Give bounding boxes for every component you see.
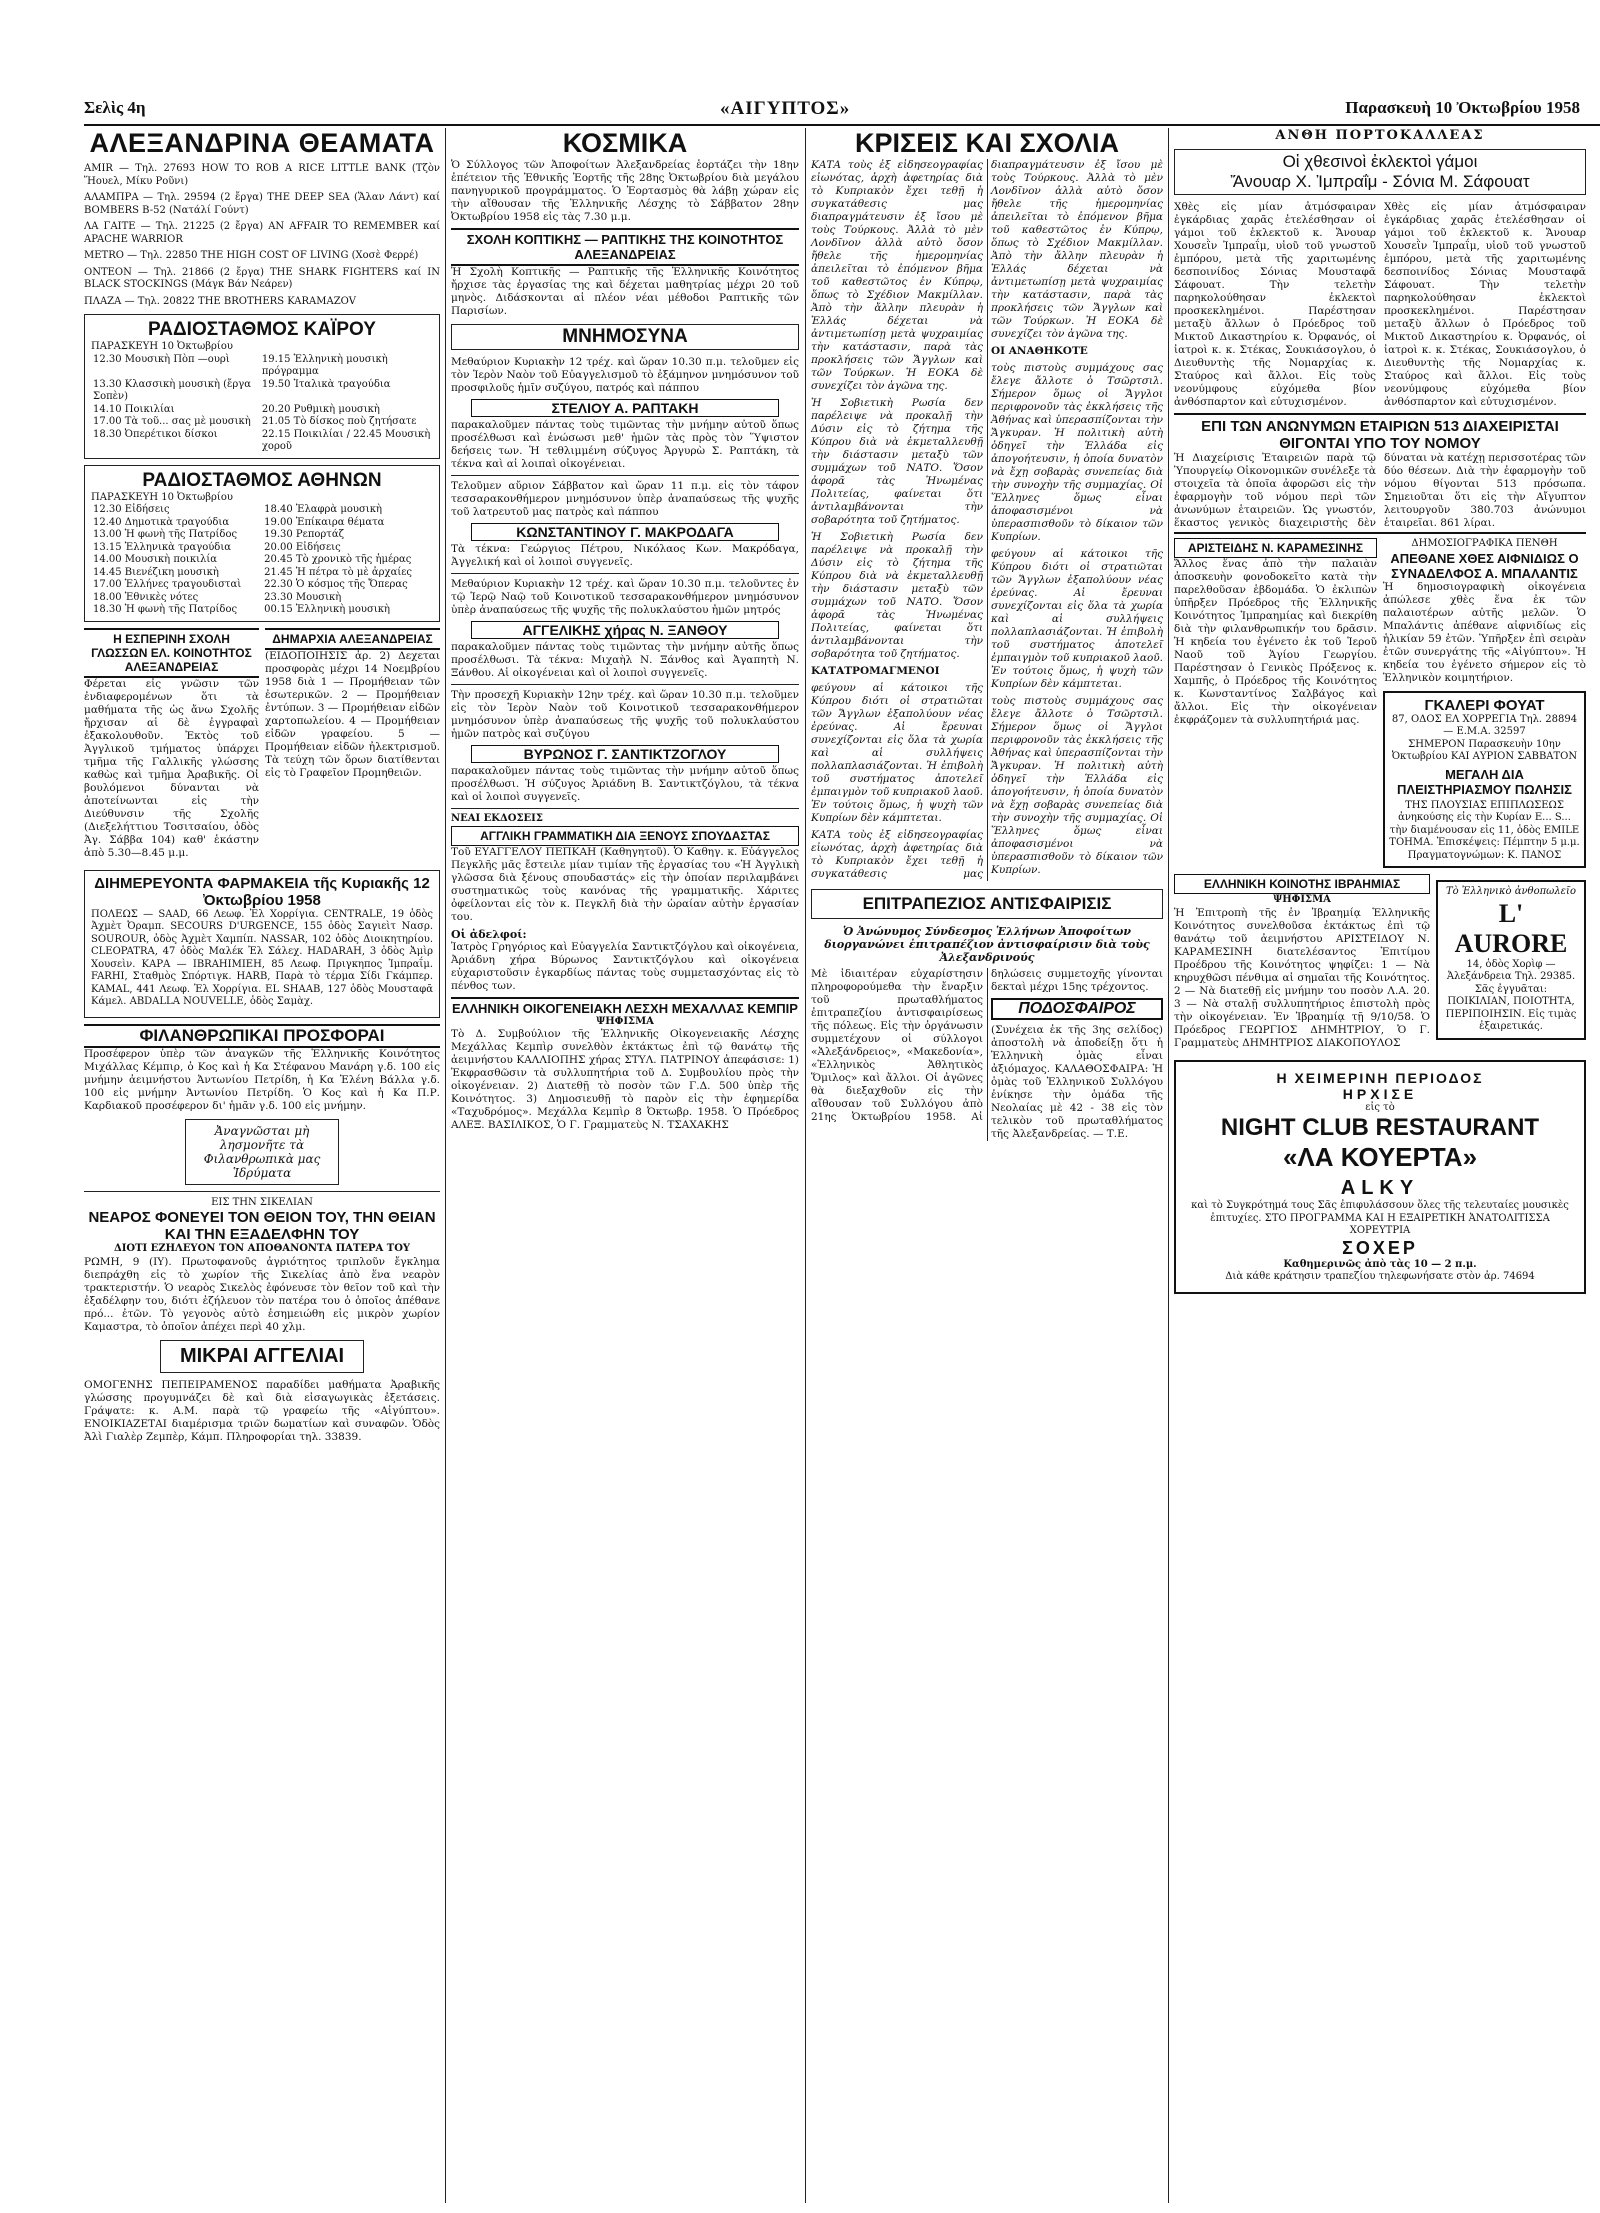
schedule-cell: 12.30 Μουσικὴ Πὸπ —ουρὶ (93, 353, 230, 365)
municipal-heading: ΔΗΜΑΡΧΙΑ ΑΛΕΞΑΝΔΡΕΙΑΣ (265, 628, 440, 650)
ibrahimia-aurore-row (1174, 874, 1586, 1054)
anonymous-companies-body (1174, 452, 1586, 532)
ibrahimia-subheading: ΨΗΦΙΣΜΑ (1273, 894, 1331, 905)
charity-reminder: Ἀναγνῶσται μὴ λησμονῆτε τὰ Φιλανθρωπικὰ μας Ἱδρύματα (185, 1119, 339, 1185)
gallery-fouad-text: ΤΗΣ ΠΛΟΥΣΙΑΣ ΕΠΙΠΛΩΣΕΩΣ ἀνηκούσης εἰς τὴν Κυρίαν Ε... S... τὴν διαμένουσαν εἰς 11, ὁδὸς EMILE TOHMA. Ἐπισκέψεις: Πέμπτην 5 μ.μ. Πραγματογνώμων: Κ. ΠΑΝΟΣ (1389, 799, 1580, 861)
wedding-text: Χθὲς εἰς μίαν ἀτμόσφαιραν ἐγκάρδιας χαρᾶς ἐτελέσθησαν οἱ γάμοι τοῦ ἐκλεκτοῦ κ. Ἄνουαρ Χουσεῒν Ἰμπραΐμ, υἱοῦ τοῦ γνωστοῦ ἐμπόρου, μετὰ τῆς χαριτωμένης δεσποινίδος Σόνιας Μουσταφᾶ Σάφουατ. Τὴν τελετὴν παρηκολούθησαν ἐκλεκτοὶ προσκεκλημένοι. Παρέστησαν μεταξὺ ἄλλων ὁ Πρόεδρος τοῦ Μικτοῦ Δικαστηρίου κ. Ὀρφανός, οἱ ἰατροὶ κ. κ. Στέκας, Σουκιάσογλου, ὁ Διευθυντὴς τῆς Νομαρχίας κ. Σταύρος καὶ ἄλλοι. Εἰς τοὺς νεονύμφους εὐχόμεθα βίον ἀνθόσπαρτον καὶ εὐτυχισμένον. (1384, 201, 1586, 408)
classifieds-box (160, 1340, 364, 1373)
memorials-heading: ΜΝΗΜΟΣΥΝΑ (562, 326, 688, 347)
press-mourning-label: ΔΗΜΟΣΙΟΓΡΑΦΙΚΑ ΠΕΝΘΗ (1411, 538, 1558, 549)
schedule-cell: 18.40 Ἐλαφρὰ μουσικὴ (264, 504, 382, 515)
memorial-outro: Τὰ τέκνα: Γεώργιος Πέτρου, Νικόλαος Κων. Μακρόδαγα, Ἀγγελική καὶ οἱ λοιποὶ συγγενεῖς. (451, 543, 799, 568)
publications-heading: ΑΓΓΛΙΚΗ ΓΡΑΜΜΑΤΙΚΗ ΔΙΑ ΞΕΝΟΥΣ ΣΠΟΥΔΑΣΤΑΣ (451, 826, 799, 846)
schedule-cell: 14.10 Ποικιλίαι (93, 403, 175, 415)
memorial-name: ΚΩΝΣΤΑΝΤΙΝΟΥ Γ. ΜΑΚΡΟΔΑΓΑ (471, 523, 779, 541)
wedding-names: Ἄνουαρ Χ. Ἰμπραΐμ - Σόνια Μ. Σάφουατ (1230, 172, 1530, 191)
aurore-ad (1436, 874, 1586, 1054)
masthead-rule (84, 124, 1600, 126)
social-text: Ὁ Σύλλογος τῶν Ἀποφοίτων Ἀλεξανδρείας ἑορτάζει τὴν 18ην ἐπέτειον τῆς Ἐθνικῆς Ἑορτῆς τῆς 28ης Ὀκτωβρίου διὰ μεγάλου πανηγυρικοῦ προγράμματος. Ὁ Ἑορτασμὸς θὰ λάβῃ χώραν εἰς τὴν αἴθουσαν τῆς Ἑλληνικῆς Λέσχης τὸ Σάββατον 28ην Ὀκτωβρίου 1958 εἰς τὰς 7.30 μ.μ. (451, 159, 799, 223)
memorial-intro: Μεθαύριον Κυριακὴν 12 τρέχ. καὶ ὥραν 10.30 π.μ. τελοῦντες ἐν τῷ Ἱερῷ Ναῷ τοῦ Κοινοτικοῦ τεσσαρακονθήμερον μνημόσυνον ὑπὲρ ἀναπαύσεως τῆς ψυχῆς τῆς πολυκλαύστου ἡμῶν μητρός (451, 578, 799, 616)
pharmacies-heading: ΔΙΗΜΕΡΕΥΟΝΤΑ ΦΑΡΜΑΚΕΙΑ τῆς Κυριακῆς 12 Ὀκτωβρίου 1958 (94, 874, 430, 909)
club-heading: ΕΛΛΗΝΙΚΗ ΟΙΚΟΓΕΝΕΙΑΚΗ ΛΕΣΧΗ ΜΕΧΑΛΛΑΣ ΚΕΜΠΙΡ (451, 997, 799, 1016)
theatre-listing: ΛΑ ΓΑΙΤΕ — Τηλ. 21225 (2 ἔργα) AN AFFAIR TO REMEMBER καί APACHE WARRIOR (84, 221, 440, 245)
column-3 (811, 128, 1163, 1141)
ibrahimia-heading: ΕΛΛΗΝΙΚΗ ΚΟΙΝΟΤΗΣ ΙΒΡΑΗΜΙΑΣ (1174, 874, 1430, 894)
ibrahimia-community (1174, 874, 1430, 1054)
thanks-text: Ἰατρὸς Γρηγόριος καὶ Εὐαγγελία Σαντικτζόγλου καὶ οἰκογένεια, Ἀριάδνη χήρα Βύρωνος Σαντικτζόγλου καὶ οἰκογένεια εὐχαριστοῦσιν ἐγκαρδίως πάντας τοὺς συμμετασχόντας εἰς τὸ πένθος των. (451, 940, 799, 992)
anonymous-companies-text: Ἡ Διαχείρισις Ἐταιρειῶν παρὰ τῷ Ὑπουργείῳ Οἰκονομικῶν συνέλεξε τὰ στοιχεῖα τὰ ὁποῖα ἀφορῶσι εἰς τὴν ἐφαρμογὴν τοῦ νόμου περὶ τῶν ἀνωνύμων ἑταιρειῶν. Ὡς γνωστόν, ἕκαστος γενικὸς διαχειριστὴς δὲν δύναται νὰ κατέχῃ περισσοτέρας τῶν δύο θέσεων. Διὰ τὴν ἐφαρμογὴν τοῦ νόμου θίγονται 513 πρόσωπα. Σημειοῦται ὅτι εἰς τὴν Αἴγυπτον λειτουργοῦν 380.703 ἀνώνυμοι ἑταιρεῖαι. 861 λίραι. (1174, 452, 1587, 529)
commentary-subhead: ΚΑΤΑΤΡΟΜΑΓΜΕΝΟΙ (811, 665, 940, 677)
memorial-outro: παρακαλοῦμεν πάντας τοὺς τιμῶντας τὴν μνήμην αὐτοῦ ὅπως προσέλθωσι καὶ ἑνώσωσι μεθ' ἡμῶν τὰς πρὸς τὸν Ὕψιστον δεήσεις των. Ἡ τεθλιμμένη σύζυγος Ἀργυρὼ Σ. Ραπτάκη, τὰ τέκνα καὶ αἱ λοιπαὶ οἰκογένειαι. (451, 419, 799, 470)
schedule-cell: 23.30 Μουσικὴ (264, 591, 342, 603)
commentary-text: φεύγουν αἱ κάτοικοι τῆς Κύπρου διότι οἱ στρατιῶται τῶν Ἄγγλων ἐξαπολύουν νέας ἐρεύνας. Αἱ ἔρευναι συνεχίζονται εἰς ὅλα τὰ χωρία καὶ αἱ συλλήψεις πολλαπλασιάζονται. Ἡ ἐπιβολὴ τοῦ συστήματος ἀποτελεῖ ἐμπαιγμὸν τοῦ κυπριακοῦ λαοῦ. Ἐν τούτοις ὅμως, ἡ ψυχὴ τῶν Κυπρίων δὲν κάμπτεται. (991, 548, 1163, 690)
schedule-row (91, 554, 433, 567)
schedule-row (91, 517, 433, 530)
memorial-intro: Τὴν προσεχῆ Κυριακὴν 12ην τρέχ. καὶ ὥραν 10.30 π.μ. τελοῦμεν εἰς τὸν Ἱερὸν Ναὸν τοῦ Κοινοτικοῦ τεσσαρακονθήμερον μνημόσυνον ὑπὲρ ἀναπαύσεως τῆς ψυχῆς τοῦ πολυκλαύστου ἡμῶν πατρὸς καὶ συζύγου (451, 689, 799, 740)
masthead (0, 98, 1600, 122)
memorials-heading-box (451, 324, 799, 350)
schedule-cell: 13.15 Ἑλληνικὰ τραγούδια (93, 541, 232, 553)
theatre-listing: METRO — Τηλ. 22850 THE HIGH COST OF LIVING (Χοσὲ Φερρέ) (84, 250, 419, 261)
wedding-heading-box (1174, 149, 1586, 195)
theatre-listing: AMIR — Τηλ. 27693 HOW TO ROB A RICE LITTLE BANK (Τζὸν Ἥουελ, Μίκυ Ροῦνι) (84, 163, 440, 187)
gallery-fouad-dates: ΣΗΜΕΡΟΝ Παρασκευὴν 10ην Ὀκτωβρίου ΚΑΙ ΑΥΡΙΟΝ ΣΑΒΒΑΤΟΝ (1391, 738, 1578, 762)
night-club-phone: Διὰ κάθε κράτησιν τραπεζίου τηλεφωνήσατε στὸν ἀρ. 74694 (1225, 1271, 1535, 1282)
schedule-row (91, 416, 433, 429)
balantis-obituary (1383, 538, 1586, 874)
memorial-name: ΒΥΡΩΝΟΣ Γ. ΣΑΝΤΙΚΤΖΟΓΛΟΥ (471, 745, 779, 763)
schedule-cell: 14.45 Βιενέζικη μουσικὴ (93, 566, 219, 578)
schedule-cell: 20.00 Εἰδήσεις (264, 541, 341, 553)
wedding-text: Χθὲς εἰς μίαν ἀτμόσφαιραν ἐγκάρδιας χαρᾶς ἐτελέσθησαν οἱ γάμοι τοῦ ἐκλεκτοῦ κ. Ἄνουαρ Χουσεῒν Ἰμπραΐμ, υἱοῦ τοῦ γνωστοῦ ἐμπόρου, μετὰ τῆς χαριτωμένης δεσποινίδος Σόνιας Μουσταφᾶ Σάφουατ. Τὴν τελετὴν παρηκολούθησαν ἐκλεκτοὶ προσκεκλημένοι. Παρέστησαν μεταξὺ ἄλλων ὁ Πρόεδρος τοῦ Μικτοῦ Δικαστηρίου κ. Ὀρφανός, οἱ ἰατροὶ κ. κ. Στέκας, Σουκιάσογλου, ὁ Διευθυντὴς τῆς Νομαρχίας κ. Σταύρος καὶ ἄλλοι. Εἰς τοὺς νεονύμφους εὐχόμεθα βίον ἀνθόσπαρτον καὶ εὐτυχισμένον. (1174, 201, 1376, 408)
memorial-outro: παρακαλοῦμεν πάντας τοὺς τιμῶντας τὴν μνήμην αὐτοῦ ὅπως προσέλθωσι. Ἡ σύζυγος Ἀριάδνη Β. Σαντικτζόγλου, τὰ τέκνα καὶ οἱ λοιποὶ συγγενεῖς. (451, 765, 799, 803)
schedule-row (91, 354, 433, 379)
schedule-row (91, 604, 433, 617)
radio-athens-schedule (91, 504, 433, 617)
schedule-row (91, 504, 433, 517)
memorial-outro: παρακαλοῦμεν πάντας τοὺς τιμῶντας τὴν μνήμην αὐτῆς ὅπως προσέλθωσι. Τὰ τέκνα: Μιχαὴλ Ν. Ξάνθος καὶ Ἀγαπητὴ Ν. Ξάνθου. Αἱ οἰκογένειαι καὶ οἱ λοιποὶ συγγενεῖς. (451, 641, 799, 679)
classifieds-heading: ΜΙΚΡΑΙ ΑΓΓΕΛΙΑΙ (179, 1344, 345, 1367)
schedule-cell: 19.30 Ρεπορτάζ (264, 529, 345, 540)
night-club-name: «ΛΑ ΚΟΥΕΡΤΑ» (1282, 1142, 1478, 1172)
table-tennis-heading: ΕΠΙΤΡΑΠΕΖΙΟΣ ΑΝΤΙΣΦΑΙΡΙΣΙΣ (862, 894, 1112, 913)
memorial-notice (451, 578, 799, 685)
column-divider (1168, 128, 1169, 2203)
column-2 (451, 128, 799, 1136)
radio-athens-heading: ΡΑΔΙΟΣΤΑΘΜΟΣ ΑΘΗΝΩΝ (142, 469, 382, 491)
school-text: Φέρεται εἰς γνῶσιν τῶν ἐνδιαφερομένων ὅτι τὰ μαθήματα τῆς ὡς ἄνω Σχολῆς ἤρχισαν αἱ δὲ ἐγγραφαὶ ἐξακολουθοῦν. Ἐκτὸς τοῦ Ἀγγλικοῦ τμήματος ὑπάρχει τμῆμα τῆς Γαλλικῆς γλώσσης καθὼς καὶ τμῆμα Ἀραβικῆς. Οἱ βουλόμενοι δύνανται νὰ ἀποτείνωνται εἰς τὴν Διεύθυνσιν τῆς Σχολῆς (Διεξελήττιου Τοσιτσαίου, ὁδὸς Ἀγ. Σάββα 104) καθ' ἑκάστην ἀπὸ 5.30—8.45 μ.μ. (84, 677, 259, 859)
memorial-notice (451, 356, 799, 476)
memorial-name: ΣΤΕΛΙΟΥ Α. ΡΑΠΤΑΚΗ (471, 399, 779, 417)
school-municipal-row (84, 628, 440, 864)
aurore-title: L' AURORE (1454, 898, 1568, 958)
schedule-cell: 17.00 Ἑλλήνες τραγουδισταὶ (93, 579, 242, 590)
radio-cairo-heading: ΡΑΔΙΟΣΤΑΘΜΟΣ ΚΑΪΡΟΥ (148, 319, 376, 340)
night-club-act: ALKY (1340, 1177, 1420, 1199)
wedding-body (1174, 201, 1586, 413)
thanks-heading: Οἱ ἀδελφοί: (451, 927, 527, 941)
table-tennis-box (811, 889, 1163, 919)
sicily-subheading: ΔΙΟΤΙ ΕΖΗΛΕΥΟΝ ΤΟΝ ΑΠΟΘΑΝΟΝΤΑ ΠΑΤΕΡΑ ΤΟΥ (113, 1243, 411, 1254)
commentary-subhead: ΟΙ ΑΝΑΘΗΚΟΤΕ (991, 345, 1088, 357)
schedule-cell: 13.00 Ἡ φωνὴ τῆς Πατρίδος (93, 529, 238, 540)
night-club-text: καὶ τὸ Συγκρότημά τους Σᾶς ἐπιφυλάσσουν ὅλες τῆς τελευταίες μουσικὲς ἐπιτυχίες. ΣΤΟ ΠΡΟΓΡΑΜΜΑ ΚΑΙ Η ΕΞΑΙΡΕΤΙΚΗ ἈΝΑΤΟΛΙΤΙΣΣΑ ΧΟΡΕΥΤΡΙΑ (1191, 1200, 1569, 1236)
table-tennis-subheading: Ὁ Ἀνώνυμος Σύνδεσμος Ἑλλήνων Ἀποφοίτων διοργανώνει ἐπιτραπέζιον ἀντισφαίρισιν διὰ τοὺς Ἀλεξανδρινούς (824, 925, 1150, 964)
charity-text: Προσέφερον ὑπὲρ τῶν ἀναγκῶν τῆς Ἑλληνικῆς Κοινότητος Μιχάλλας Κέμπιρ, ὁ Κος καὶ ἡ Κα Στέφανου Μανάρη γ.δ. 100 εἰς μνήμην ἀειμνήστου Ἀντωνίου Πετρίδη, ἡ Κα Ἑλένη Βάλλα γ.δ. 100 εἰς μνήμην Ἀντωνίου Πετρίδη. Ὁ Κος καὶ ἡ Κα Π.Ρ. Καρδιακοῦ προσέφερον δι' ἡμᾶν γ.δ. 100 εἰς μνήμην. (84, 1047, 440, 1112)
schedule-cell: 14.00 Μουσικὴ ποικιλία (93, 554, 218, 565)
memorial-name: ΑΓΓΕΛΙΚΗΣ χήρας Ν. ΞΑΝΘΟΥ (471, 621, 779, 639)
night-club-star: ΣΟΧΕΡ (1342, 1237, 1418, 1258)
theatres-heading: ΑΛΕΞΑΝΔΡΙΝΑ ΘΕΑΜΑΤΑ (89, 128, 435, 158)
memorial-intro: Μεθαύριον Κυριακὴν 12 τρέχ. καὶ ὥραν 10.30 π.μ. τελοῦμεν εἰς τὸν Ἱερὸν Ναὸν τοῦ Εὐαγγελισμοῦ τὸ ἐξάμηνον μνημόσυνον τοῦ προσφιλοῦς ἡμῖν συζύγου, πατρός καὶ πάππου (451, 356, 799, 394)
commentary-text: τοὺς πιστοὺς συμμάχους σας ἔλεγε ἄλλοτε ὁ Τσῶρτσιλ. Σήμερον ὅμως οἱ Ἄγγλοι περιφρονοῦν τὰς ἐκκλήσεις τῆς Ἀθήνας καὶ ὑπερασπίζονται τὴν Ἄγκυραν. Ἡ πολιτικὴ αὐτὴ ὁδηγεῖ τὴν Ἑλλάδα εἰς ἀπογοήτευσιν, ἡ ὁποία δυνατὸν νὰ ἔχῃ σοβαρὰς συνεπείας διὰ τὴν συνοχὴν τῆς συμμαχίας. Οἱ Ἕλληνες ὅμως εἶναι ἀποφασισμένοι νὰ ὑπερασπισθοῦν τὸ δίκαιον τῶν Κυπρίων. (991, 362, 1163, 543)
gallery-fouad-heading: ΓΚΑΛΕΡΙ ΦΟΥΑΤ (1424, 696, 1545, 714)
radio-cairo-schedule (91, 354, 433, 454)
radio-athens-box (84, 465, 440, 622)
pharmacies-box (84, 870, 440, 1018)
schedule-row (91, 429, 433, 454)
schedule-cell: 13.30 Κλασσικὴ μουσικὴ (ἔργα Σοπὲν) (93, 378, 252, 402)
wedding-heading: Οἱ χθεσινοὶ ἐκλεκτοὶ γάμοι (1282, 152, 1478, 171)
municipal-text: (ΕΙΔΟΠΟΙΗΣΙΣ ἀρ. 2) Δεχεται προσφορὰς μέχρι 14 Νοεμβρίου 1958 διὰ 1 — Προμήθειαν τῶν ἐσωτερικῶν. 2 — Προμήθειαν ἐντύπων. 3 — Προμήθειαν εἰδῶν χαρτοπωλείου. 4 — Προμήθειαν εἰδῶν γραφείου. 5 — Προμήθειαν εἰδῶν ἠλεκτρισμοῦ. Τὰ τεύχη τῶν ὅρων διατίθενται εἰς τὸ Γραφεῖον Προμηθειῶν. (265, 649, 440, 779)
club-subheading: ΨΗΦΙΣΜΑ (596, 1015, 654, 1027)
table-tennis-text: Μὲ ἰδιαιτέραν εὐχαρίστησιν πληροφορούμεθα τὴν ἔναρξιν τοῦ πρωταθλήματος ἐπιτραπεζίου ἀντισφαιρίσεως τῆς πόλεως. Εἰς τὴν ὁργάνωσιν συμμετέχουν οἱ σύλλογοι «Ἀλεξάνδρειος», «Μακεδονία», «Ἑλληνικὸς Ἀθλητικὸς Ὅμιλος» καὶ ἄλλοι. Οἱ ἀγῶνες θὰ διεξαχθοῦν εἰς τὴν αἴθουσαν τοῦ Συλλόγου ἀπὸ 21ης Ὀκτωβρίου 1958. Αἱ δηλώσεις συμμετοχῆς γίνονται δεκταὶ μέχρι 15ης τρέχοντος. (811, 968, 1163, 1123)
issue-date: Παρασκευὴ 10 Ὀκτωβρίου 1958 (1345, 98, 1580, 117)
karamesinis-heading: ΑΡΙΣΤΕΙΔΗΣ Ν. ΚΑΡΑΜΕΣΙΝΗΣ (1174, 538, 1377, 558)
aurore-tagline: Τὸ Ἑλληνικὸ ἀνθοπωλεῖο (1446, 886, 1576, 897)
schedule-cell: 21.45 Ἡ πέτρα τὸ μὲ ἀρχαίες (264, 566, 413, 578)
column-1 (84, 128, 440, 1448)
radio-cairo-date: ΠΑΡΑΣΚΕΥΗ 10 Ὀκτωβρίου (91, 341, 233, 352)
memorial-notice (451, 480, 799, 574)
gallery-fouad-ad (1383, 691, 1586, 869)
schedule-cell: 19.15 Ἑλληνικὴ μουσικὴ πρόγραμμα (261, 353, 388, 377)
night-club-hours: Καθημερινῶς ἀπὸ τὰς 10 — 2 π.μ. (1283, 1258, 1477, 1270)
commentary-text: Ἡ Σοβιετικὴ Ρωσία δεν παρέλειψε νὰ προκαλῇ τὴν Δύσιν εἰς τὸ ζήτημα τῆς Κύπρου διὰ νὰ ἐκμεταλλευθῇ τὴν διάστασιν μεταξὺ τῶν συμμάχων τοῦ ΝΑΤΟ. Ὅσον ἀφορᾶ τὰς Ἡνωμένας Πολιτείας, φαίνεται ὅτι ἀντιλαμβάνονται τὴν σοβαρότητα τοῦ ζητήματος. (811, 531, 983, 660)
karamesinis-text: Ἄλλος ἕνας ἀπὸ τὴν παλαιὰν ἀποσκευὴν φονοδοκεῖτο κατὰ τὴν παρελθοῦσαν ἑβδομάδα. Ὁ ἐκλιπὼν ὑπῆρξεν Πρόεδρος τῆς Ἑλληνικῆς Κοινότητος Ἰμπραημίας καὶ διεκρίθη διὰ τὴν φιλανθρωπικήν του δρᾶσιν. Ἡ κηδεία του ἐγένετο ἐκ τοῦ Ἱεροῦ Ναοῦ τοῦ Ἁγίου Γεωργίου. Παρέστησαν ὁ Γενικὸς Πρόξενος κ. Χαμπῆς, ὁ Πρόεδρος τῆς Κοινότητος κ. Κωνσταντίνος Σαλβάγος καὶ ἄλλοι. Εἰς τὴν οἰκογένειαν ἐκφράζομεν τὰ συλλυπητήριά μας. (1174, 558, 1377, 726)
schedule-cell: 18.00 Ἐθνικὲς νότες (93, 591, 199, 603)
schedule-row (91, 529, 433, 542)
night-club-line3: εἰς τὸ (1365, 1101, 1395, 1113)
schedule-cell: 19.00 Ἐπίκαιρα θέματα (264, 516, 385, 528)
schedule-cell: 20.20 Ρυθμικὴ μουσικὴ (261, 403, 380, 415)
sports-text: (Συνέχεια ἐκ τῆς 3ης σελίδος) ἀποστολὴ νὰ ἀποδείξῃ ὅτι ἡ Ἑλληνικὴ ὁμὰς εἶναι ἀξιόμαχος. ΚΑΛΑΘΟΣΦΑΙΡΑ: Ἡ ὁμὰς τοῦ Ἑλληνικοῦ Συλλόγου ἐνίκησε τὴν ὁμάδα τῆς Νεολαίας μὲ 42 - 38 εἰς τὸν τελικὸν τοῦ πρωταθλήματος τῆς Ἀλεξανδρείας. — Τ.Ε. (991, 1024, 1163, 1140)
club-text: Τὸ Δ. Συμβούλιον τῆς Ἑλληνικῆς Οἰκογενειακῆς Λέσχης Μεχάλλας Κεμπὶρ συνελθὸν ἐκτάκτως ἐπὶ τῷ θανάτῳ τῆς ἀειμνήστου ΚΑΛΛΙΟΠΗΣ χήρας ΣΤΥΛ. ΠΑΤΡΙΝΟΥ ἀπεφάσισε: 1) Ἐκφρασθῶσιν τὰ συλλυπητήρια τοῦ Δ. Συμβουλίου πρὸς τὴν οἰκογένειαν. 2) Διατεθῇ τὸ ποσὸν τῶν Γ.Δ. 500 ὑπὲρ τῆς Κοινότητος. 3) Δημοσιευθῇ τὸ παρὸν εἰς τὴν ἐφημερίδα «Ταχυδρόμος». Μεχάλλα Κεμπὶρ 8 Ὀκτωβρ. 1958. Ὁ Πρόεδρος ΑΛΕΞ. ΒΑΣΙΛΙΚΟΣ, Ὁ Γ. Γραμματεὺς Ν. ΤΣΑΧΑΚΗΣ (451, 1028, 799, 1131)
schedule-cell: 22.15 Ποικιλίαι / 22.45 Μουσικὴ χοροῦ (261, 428, 431, 452)
balantis-text: Ἡ δημοσιογραφικὴ οἰκογένεια ἀπώλεσε χθὲς ἕνα ἐκ τῶν παλαιοτέρων αὐτῆς μελῶν. Ὁ Μπαλάντις ἀπέθανε αἰφνιδίως εἰς ἡλικίαν 59 ἐτῶν. Ὑπῆρξεν ἐπὶ σειρὰν ἐτῶν συνεργάτης τῆς «Αἰγύπτου». Ἡ κηδεία του ἐγένετο σήμερον εἰς τὸ Ἑλληνικὸν κοιμητήριον. (1383, 580, 1586, 684)
ibrahimia-text: Ἡ Ἐπιτροπὴ τῆς ἐν Ἰβραημίᾳ Ἑλληνικῆς Κοινότητος συνελθοῦσα ἐκτάκτως ἐπὶ τῷ θανάτῳ τοῦ ἀειμνήστου ΑΡΙΣΤΕΙΔΟΥ Ν. ΚΑΡΑΜΕΣΙΝΗ διατελέσαντος Ἐπιτίμου Προέδρου τῆς Κοινότητος ψηφίζει: 1 — Νὰ κηρυχθῶσι πένθιμα αἱ σημαῖαι τῆς Κοινότητος. 2 — Νὰ διατεθῇ εἰς μνήμην του ποσὸν Λ.Α. 20. 3 — Νὰ σταλῇ συλλυπητήριος ἐπιστολὴ πρὸς τὴν οἰκογένειαν. Ἐν Ἰβραημίᾳ τῇ 9/10/58. Ὁ Πρόεδρος ΓΕΩΡΓΙΟΣ ΔΗΜΗΤΡΙΟΥ, Ὁ Γ. Γραμματεὺς ΔΗΜΗΤΡΙΟΣ ΔΙΑΚΟΠΟΥΛΟΣ (1174, 906, 1430, 1049)
sports-logo: ΠΟΔΟΣΦΑΙΡΟΣ (991, 998, 1163, 1020)
commentary-text: ΚΑΤΑ τοὺς ἐξ εἰδησεογραφίας εἰωνότας, ἀρχὴ ἀφετηρίας διὰ τὸ Κυπριακὸν ἔχει τεθῇ ἡ συγκατάθεσις μας διαπραγμάτευσιν ἐξ ἴσου μὲ τοὺς Τούρκους. Ἀλλὰ τὸ μὲν Λονδῖνον ἀλλὰ αὐτὸ ὅσον ἤθελε τῆς ἡμερομηνίας ἀπειλεῖται τὸ ἐπόμενον βῆμα τοῦ καθεστῶτος ἐν Κύπρῳ, ὅπως τὸ Σχέδιον Μακμίλλαν. Ἀπὸ τὴν ἄλλην πλευρὰν ἡ Ἑλλάς δέχεται νὰ ἀντιμετωπίσῃ μετὰ ψυχραιμίας τὴν κατάστασιν, παρὰ τὰς προκλήσεις τῶν Ἄγγλων καὶ τῶν Τούρκων. Ἡ ΕΟΚΑ δὲ συνεχίζει τὸν ἀγῶνα της. (811, 159, 1163, 880)
charity-heading: ΦΙΛΑΝΘΡΩΠΙΚΑΙ ΠΡΟΣΦΟΡΑΙ (84, 1024, 440, 1048)
theatre-listing: ΟΝΤΕΟΝ — Τηλ. 21866 (2 ἔργα) THE SHARK FIGHTERS καί IN BLACK STOCKINGS (Μάγκ Βάν Νεάρεν) (84, 266, 440, 290)
lace-school-heading: ΣΧΟΛΗ ΚΟΠΤΙΚΗΣ — ΡΑΠΤΙΚΗΣ ΤΗΣ ΚΟΙΝΟΤΗΤΟΣ ΑΛΕΞΑΝΔΡΕΙΑΣ (451, 228, 799, 266)
schedule-cell: 00.15 Ἑλληνικὴ μουσικὴ (264, 604, 391, 615)
karamesinis-obituary (1174, 538, 1377, 874)
schedule-cell: 18.30 Ἡ φωνὴ τῆς Πατρίδος (93, 604, 238, 615)
commentary-text: ΚΑΤΑ τοὺς ἐξ εἰδησεογραφίας εἰωνότας, ἀρχὴ ἀφετηρίας διὰ τὸ Κυπριακὸν ἔχει τεθῇ ἡ συγκατάθεσις μας διαπραγμάτευσιν ἐξ ἴσου μὲ τοὺς Τούρκους. Ἀλλὰ τὸ μὲν Λονδῖνον ἀλλὰ αὐτὸ ὅσον ἤθελε τῆς ἡμερομηνίας ἀπειλεῖται τὸ ἐπόμενον βῆμα τοῦ καθεστῶτος ἐν Κύπρῳ, ὅπως τὸ Σχέδιον Μακμίλλαν. Ἀπὸ τὴν ἄλλην πλευρὰν ἡ Ἑλλάς δέχεται νὰ ἀντιμετωπίσῃ μετὰ ψυχραιμίας τὴν κατάστασιν, παρὰ τὰς προκλήσεις τῶν Ἄγγλων καὶ τῶν Τούρκων. Ἡ ΕΟΚΑ δὲ συνεχίζει τὸν ἀγῶνα της. (811, 159, 983, 392)
column-divider (805, 128, 806, 2203)
lace-school-text: Ἡ Σχολὴ Κοπτικῆς — Ραπτικῆς τῆς Ἑλληνικῆς Κοινότητος ἤρχισε τὰς ἐργασίας της καὶ δέχεται μαθητρίας μέχρι 20 τοῦ μηνὸς. Διδάσκονται αἱ πλέον νέαι μέθοδοι Ραπτικῆς τῶν Παρισίων. (451, 266, 799, 317)
schedule-row (91, 379, 433, 404)
night-club-line2: ΗΡΧΙΣΕ (1342, 1085, 1418, 1102)
schedule-cell: 12.40 Δημοτικὰ τραγούδια (93, 516, 230, 528)
commentary-body (811, 159, 1163, 881)
schedule-cell: 18.30 Ὀπερέτικοι δίσκοι (93, 428, 218, 440)
column-divider (445, 128, 446, 2203)
newspaper-name: «ΑΙΓΥΠΤΟΣ» (720, 98, 851, 119)
schedule-row (91, 592, 433, 605)
sicily-heading: ΝΕΑΡΟΣ ΦΟΝΕΥΕΙ ΤΟΝ ΘΕΙΟΝ ΤΟΥ, ΤΗΝ ΘΕΙΑΝ ΚΑΙ ΤΗΝ ΕΞΑΔΕΛΦΗΝ ΤΟΥ (88, 1209, 436, 1243)
memorial-notice (451, 689, 799, 809)
night-club-ad (1174, 1060, 1586, 1294)
theatre-listing: ΠΛΑΖΑ — Τηλ. 20822 THE BROTHERS KARAMAZOV (84, 295, 356, 307)
municipal-notice (265, 628, 440, 864)
gallery-fouad-event: ΜΕΓΑΛΗ ΔΙΑ ΠΛΕΙΣΤΗΡΙΑΣΜΟΥ ΠΩΛΗΣΙΣ (1397, 766, 1572, 797)
schedule-cell: 22.30 Ὁ κόσμος τῆς Ὄπερας (264, 579, 408, 590)
aurore-box (1436, 880, 1586, 1040)
sicily-text: ΡΩΜΗ, 9 (ΙΥ). Πρωτοφανοῦς ἀγριότητος τριπλοῦν ἔγκλημα διεπράχθη εἰς τὸ χωρίον τῆς Σικελίας ἀπὸ ἕνα νεαρὸν τρακτεριστήν. Ὁ νεαρὸς Σικελὸς ἐφόνευσε τὸν θεῖον τοῦ καὶ τὴν ἐξαδέλφην του, διότι ἐζήλευον τὸν πατέρα του ὁ ὁποῖος ἀπέθανε πρό... ἐτῶν. Τὸ γεγονὸς αὐτὸ ἐσημειώθη εἰς μικρὸν χωρίον Καμαστρα, τὸ ὁποῖον ἀπέχει περὶ 40 χλμ. (84, 1255, 440, 1333)
schedule-row (91, 567, 433, 580)
school-heading: Η ΕΣΠΕΡΙΝΗ ΣΧΟΛΗ ΓΛΩΣΣΩΝ ΕΛ. ΚΟΙΝΟΤΗΤΟΣ ΑΛΕΞΑΝΔΡΕΙΑΣ (84, 628, 259, 678)
school-notice (84, 628, 259, 864)
schedule-row (91, 542, 433, 555)
section-rule (84, 1191, 440, 1192)
night-club-title: NIGHT CLUB RESTAURANT (1220, 1114, 1540, 1141)
theatre-listing: ΑΛΑΜΠΡΑ — Τηλ. 29594 (2 ἔργα) THE DEEP SEA (Ἅλαν Λάντ) καί BOMBERS B-52 (Νατάλί Γούντ) (84, 192, 440, 216)
night-club-line1: Η ΧΕΙΜΕΡΙΝΗ ΠΕΡΙΟΔΟΣ (1276, 1069, 1484, 1086)
publications-text: Τοῦ ΕΥΑΓΓΕΛΟΥ ΠΕΠΚΑΗ (Καθηγητοῦ). Ὁ Καθηγ. κ. Εὐάγγελος Πεγκλῆς μᾶς ἔστειλε μίαν τιμίαν τῆς ἐργασίας του «Ἡ Ἀγγλικὴ γλῶσσα διὰ ξένους σπουδαστάς» εἰς τὴν ὁποίαν περιλαμβάνει συστηματικῶς τοὺς κανόνας τῆς γραμματικῆς. Χάριτες ὀφείλονται εἰς τὸν κ. Πεγκλῆ διὰ τὴν ὡραίαν αὐτὴν ἐργασίαν του. (451, 845, 799, 923)
schedule-cell: 17.00 Τὰ τοῦ... σας μὲ μουσικὴ (93, 416, 251, 427)
radio-athens-date: ΠΑΡΑΣΚΕΥΗ 10 Ὀκτωβρίου (91, 491, 233, 503)
commentary-text: φεύγουν αἱ κάτοικοι τῆς Κύπρου διότι οἱ στρατιῶται τῶν Ἄγγλων ἐξαπολύουν νέας ἐρεύνας. Αἱ ἔρευναι συνεχίζονται εἰς ὅλα τὰ χωρία καὶ αἱ συλλήψεις πολλαπλασιάζονται. Ἡ ἐπιβολὴ τοῦ συστήματος ἀποτελεῖ ἐμπαιγμὸν τοῦ κυπριακοῦ λαοῦ. Ἐν τούτοις ὅμως, ἡ ψυχὴ τῶν Κυπρίων δὲν κάμπτεται. (811, 682, 983, 824)
theatres-list (84, 163, 440, 308)
social-heading: ΚΟΣΜΙΚΑ (562, 128, 688, 158)
sicily-label: ΕΙΣ ΤΗΝ ΣΙΚΕΛΙΑΝ (211, 1196, 313, 1208)
publications-row (451, 813, 799, 928)
commentary-heading: ΚΡΙΣΕΙΣ ΚΑΙ ΣΧΟΛΙΑ (855, 128, 1119, 158)
schedule-cell: 12.30 Εἰδήσεις (93, 504, 170, 515)
new-publications (451, 813, 799, 928)
schedule-cell: 21.05 Τὸ δίσκος ποὺ ζητήσατε (261, 416, 417, 427)
memorials-list (451, 356, 799, 809)
aurore-text: 14, ὁδὸς Χορὶφ — Ἀλεξάνδρεια Τηλ. 29385. Σᾶς ἐγγυᾶται: ΠΟΙΚΙΛΙΑΝ, ΠΟΙΟΤΗΤΑ, ΠΕΡΙΠΟΙΗΣΙΝ. Εἰς τιμὰς ἐξαιρετικάς. (1445, 958, 1577, 1032)
balantis-heading: ΑΠΕΘΑΝΕ ΧΘΕΣ ΑΙΦΝΙΔΙΩΣ Ο ΣΥΝΑΔΕΛΦΟΣ Α. ΜΠΑΛΑΝΤΙΣ (1390, 550, 1579, 581)
pharmacies-text: ΠΟΛΕΩΣ — SAAD, 66 Λεωφ. Ἐλ Χορρίγια. CENTRALE, 19 ὁδὸς Ἀχμὲτ Ὀραμπ. SECOURS D'URGENCE, 155 ὁδὸς Σαγιεὶτ Νασρ. SOUROUR, ὁδὸς Ἀχμὲτ Χαμπίπ. NASSAR, 102 ὁδὸς Διοικητηρίου. CLEOPATRA, 47 ὁδὸς Μαλέκ Ἐλ Σάλεχ. HADARAH, 3 ὁδὸς Ἀμὶρ Χουσεὶν. ΚΑΡΑ — IBRAHIMIEH, 85 Λεωφ. Πριγκηπος Ἰμπραΐμ. FARHI, Σταθμὸς Σπόρτιγκ. HARB, Παρὰ τὸ τέρμα Σίδι Γκάμπερ. KAMAL, 441 Λεωφ. Ἐλ Χορρίγια. EL SHAAB, 127 ὁδὸς Μουσταφᾶ Κάμελ. ABDALLA NOUVELLE, ὁδὸς Σαμὰχ. (91, 908, 433, 1007)
memorial-intro: Τελοῦμεν αὔριον Σάββατον καὶ ὥραν 11 π.μ. εἰς τὸν τάφον τεσσαρακονθήμερον μνημόσυνον ὑπὲρ ἀναπαύσεως τῆς ψυχῆς τοῦ λατρευτοῦ μας πατρὸς καὶ πάππου (451, 480, 799, 518)
obituaries-row (1174, 532, 1586, 874)
column-4 (1174, 128, 1586, 1300)
publications-label: ΝΕΑΙ ΕΚΔΟΣΕΙΣ (451, 813, 543, 824)
table-tennis-body (811, 968, 1163, 1141)
wedding-label: ΑΝΘΗ ΠΟΡΤΟΚΑΛΛΕΑΣ (1275, 128, 1485, 143)
schedule-cell: 19.50 Ἰταλικὰ τραγούδια (261, 378, 391, 390)
radio-cairo-box (84, 314, 440, 459)
gallery-fouad-address: 87, ΟΔΟΣ ΕΛ ΧΟΡΡΕΓΙΑ Τηλ. 28894 — Ε.Μ.Α. 32597 (1391, 713, 1578, 737)
classifieds-text: ΟΜΟΓΕΝΗΣ ΠΕΠΕΙΡΑΜΕΝΟΣ παραδίδει μαθήματα Ἀραβικῆς γλώσσης προγυμνάζει δὲ καὶ διὰ εἰσαγωγικὰς ἐξετάσεις. Γράψατε: κ. Α.Μ. παρὰ τῷ γραφείω τῆς «Αἰγύπτου». ΕΝΟΙΚΙΑΖΕΤΑΙ διαμέρισμα τριῶν δωματίων καὶ συναφῶν. Ὁδὸς Ἀλὶ Γιαλὲρ Ζεμπὲρ, Κάμπ. Πληροφορίαι τηλ. 33839. (84, 1378, 440, 1443)
commentary-text: Ἡ Σοβιετικὴ Ρωσία δεν παρέλειψε νὰ προκαλῇ τὴν Δύσιν εἰς τὸ ζήτημα τῆς Κύπρου διὰ νὰ ἐκμεταλλευθῇ τὴν διάστασιν μεταξὺ τῶν συμμάχων τοῦ ΝΑΤΟ. Ὅσον ἀφορᾶ τὰς Ἡνωμένας Πολιτείας, φαίνεται ὅτι ἀντιλαμβάνονται τὴν σοβαρότητα τοῦ ζητήματος. (811, 397, 983, 526)
page-number: Σελὶς 4η (84, 98, 146, 117)
schedule-cell: 20.45 Τὸ χρονικὸ τῆς ἡμέρας (264, 554, 412, 565)
schedule-row (91, 404, 433, 417)
commentary-text: τοὺς πιστοὺς συμμάχους σας ἔλεγε ἄλλοτε ὁ Τσῶρτσιλ. Σήμερον ὅμως οἱ Ἄγγλοι περιφρονοῦν τὰς ἐκκλήσεις τῆς Ἀθήνας καὶ ὑπερασπίζονται τὴν Ἄγκυραν. Ἡ πολιτικὴ αὐτὴ ὁδηγεῖ τὴν Ἑλλάδα εἰς ἀπογοήτευσιν, ἡ ὁποία δυνατὸν νὰ ἔχῃ σοβαρὰς συνεπείας διὰ τὴν συνοχὴν τῆς συμμαχίας. Οἱ Ἕλληνες ὅμως εἶναι ἀποφασισμένοι νὰ ὑπερασπισθοῦν τὸ δίκαιον τῶν Κυπρίων. (991, 695, 1163, 876)
anonymous-companies-heading: ΕΠΙ ΤΩΝ ΑΝΩΝΥΜΩΝ ΕΤΑΙΡΙΩΝ 513 ΔΙΑΧΕΙΡΙΣΤΑΙ ΘΙΓΟΝΤΑΙ ΥΠΟ ΤΟΥ ΝΟΜΟΥ (1174, 413, 1586, 452)
schedule-row (91, 579, 433, 592)
